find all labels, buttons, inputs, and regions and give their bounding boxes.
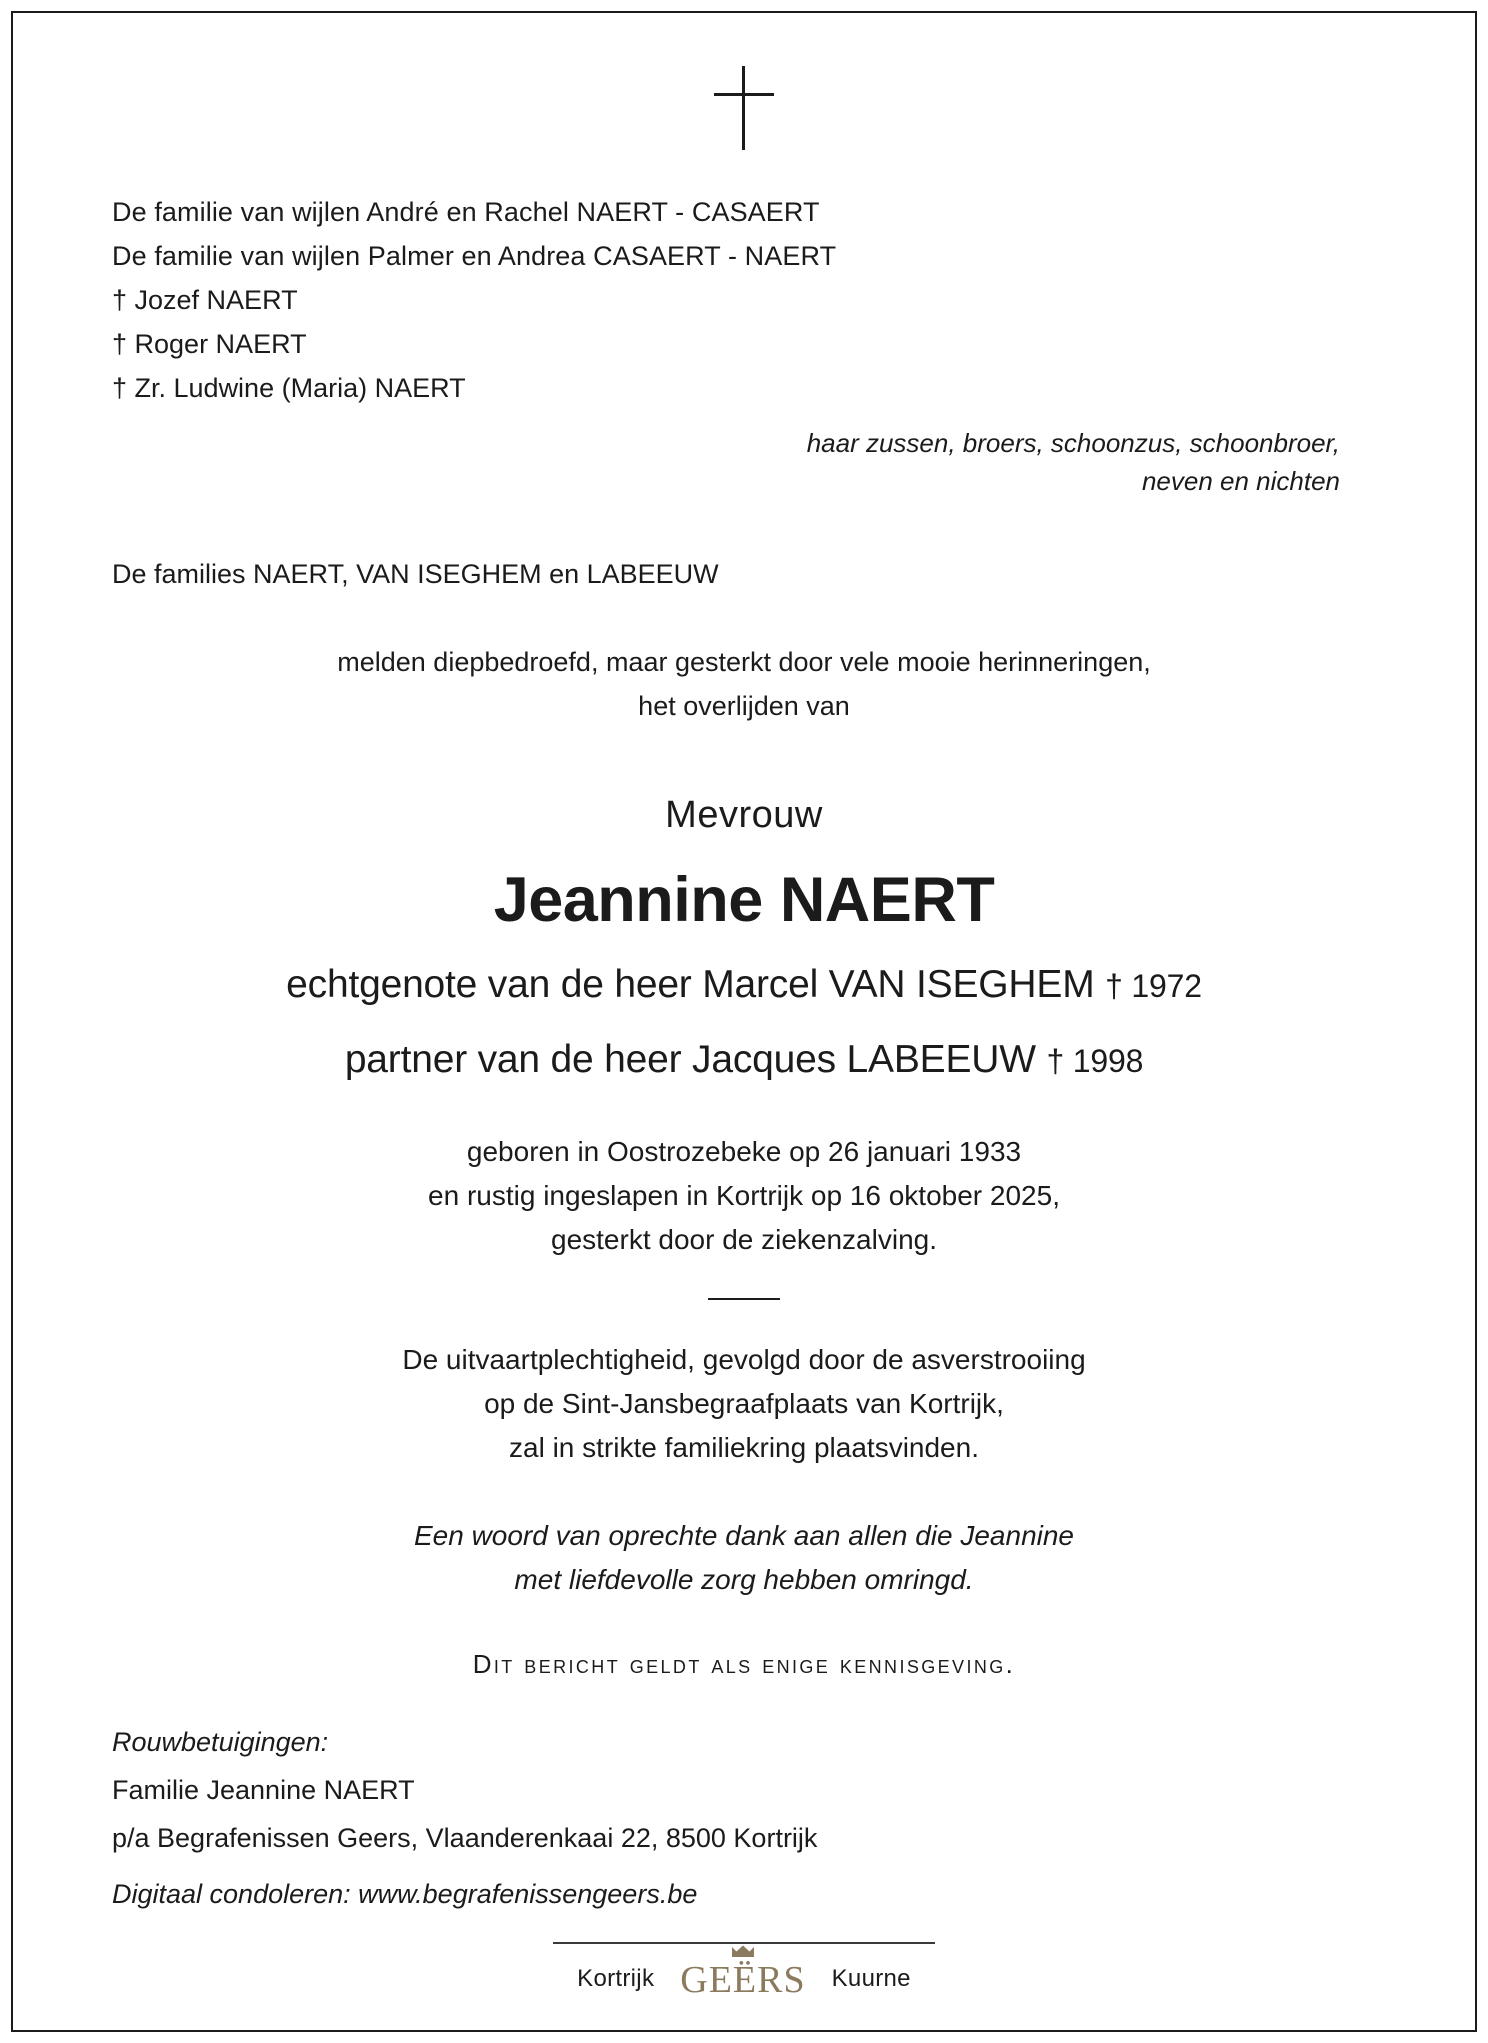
family-line: De familie van wijlen Palmer en Andrea CASAERT - NAERT	[112, 241, 837, 271]
deceased-name	[112, 862, 1376, 938]
ceremony-details	[112, 1338, 1376, 1470]
life-dates	[112, 1130, 1376, 1262]
latin-cross-icon	[714, 66, 774, 150]
footer-city-kuurne: Kuurne	[831, 1965, 911, 1992]
thanks-line: Een woord van oprechte dank aan allen die Jeannine	[413, 1520, 1075, 1551]
deceased-surname: NAERT	[779, 865, 995, 935]
ceremony-line: op de Sint-Jansbegraafplaats van Kortrijk,	[484, 1388, 1004, 1419]
crown-icon	[731, 1945, 755, 1958]
announcement-line: het overlijden van	[638, 691, 850, 721]
family-line: De familie van wijlen André en Rachel NAERT - CASAERT	[112, 197, 820, 227]
geers-logo	[680, 1958, 805, 2000]
divider-rule	[708, 1298, 780, 1300]
geers-logo-text: GEËRS	[680, 1959, 806, 2001]
cross-vertical-bar	[742, 66, 745, 150]
spouse-line	[112, 958, 1376, 1013]
partner-death-year: † 1998	[1046, 1043, 1144, 1079]
footer-divider	[553, 1942, 935, 1944]
relations-note-line: haar zussen, broers, schoonzus, schoonbroer,	[806, 428, 1340, 458]
family-line: † Roger NAERT	[112, 329, 307, 359]
partner-line	[112, 1033, 1376, 1088]
footer-brand-row	[577, 1958, 911, 2000]
footer	[112, 1942, 1376, 2000]
deceased-title: Mevrouw	[665, 794, 823, 836]
ceremony-line: De uitvaartplechtigheid, gevolgd door de asverstrooiing	[402, 1344, 1086, 1375]
death-line: en rustig ingeslapen in Kortrijk op 16 oktober 2025,	[428, 1180, 1060, 1211]
sacrament-line: gesterkt door de ziekenzalving.	[551, 1224, 937, 1255]
relations-note-line: neven en nichten	[1141, 466, 1340, 496]
relations-note	[112, 424, 1376, 500]
condolences-block	[112, 1720, 1376, 1916]
family-list	[112, 190, 1376, 410]
condolences-website[interactable]: Digitaal condoleren: www.begrafenissengeers.be	[112, 1879, 698, 1909]
cross-horizontal-bar	[714, 93, 774, 96]
footer-city-kortrijk: Kortrijk	[577, 1965, 655, 1992]
family-line: † Zr. Ludwine (Maria) NAERT	[112, 373, 466, 403]
sole-notice-text: Dit bericht geldt als enige kennisgeving.	[472, 1649, 1016, 1679]
announcement-line: melden diepbedroefd, maar gesterkt door vele mooie herinneringen,	[337, 647, 1151, 677]
section-divider	[112, 1298, 1376, 1300]
condolences-label: Rouwbetuigingen:	[112, 1727, 329, 1757]
family-line: † Jozef NAERT	[112, 285, 298, 315]
deceased-given-name: Jeannine	[493, 865, 763, 935]
condolences-address: p/a Begrafenissen Geers, Vlaanderenkaai 22, 8500 Kortrijk	[112, 1823, 818, 1853]
ceremony-line: zal in strikte familiekring plaatsvinden.	[509, 1432, 979, 1463]
families-line: De families NAERT, VAN ISEGHEM en LABEEUW	[112, 559, 719, 589]
thanks-message	[112, 1514, 1376, 1602]
partner-text: partner van de heer Jacques LABEEUW	[344, 1038, 1036, 1081]
spouse-death-year: † 1972	[1105, 968, 1202, 1004]
condolences-family: Familie Jeannine NAERT	[112, 1775, 415, 1805]
thanks-line: met liefdevolle zorg hebben omringd.	[514, 1564, 974, 1595]
announcement-text	[112, 640, 1376, 728]
spouse-text: echtgenote van de heer Marcel VAN ISEGHEM	[286, 963, 1095, 1006]
birth-line: geboren in Oostrozebeke op 26 januari 1933	[466, 1136, 1022, 1167]
cross-header	[112, 48, 1376, 168]
